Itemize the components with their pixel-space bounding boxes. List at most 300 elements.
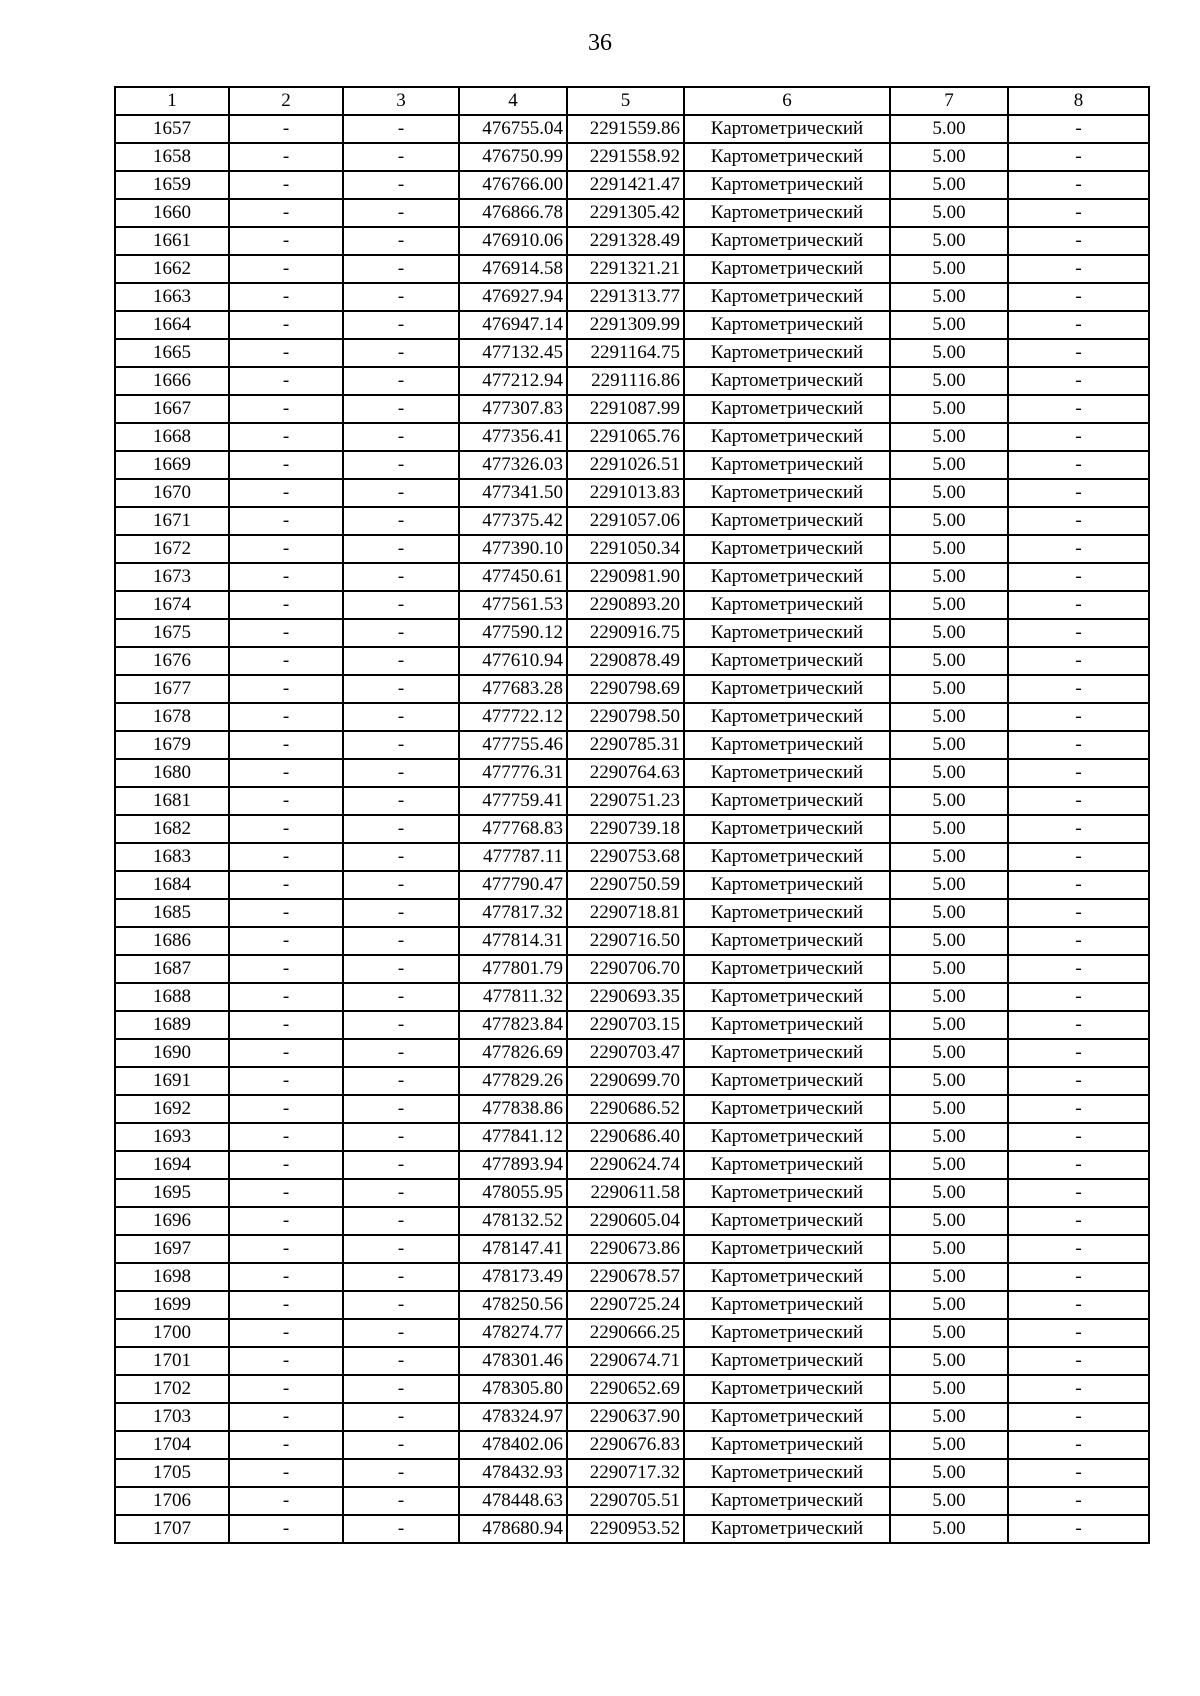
col-3-cell: - (343, 395, 459, 423)
coord-y-cell: 2291421.47 (567, 171, 684, 199)
accuracy-cell: 5.00 (890, 1123, 1008, 1151)
coord-x-cell: 478132.52 (459, 1207, 567, 1235)
accuracy-cell: 5.00 (890, 423, 1008, 451)
coord-y-cell: 2290916.75 (567, 619, 684, 647)
col-2-cell: - (229, 367, 343, 395)
col-8-cell: - (1008, 815, 1149, 843)
col-3-cell: - (343, 983, 459, 1011)
table-row (115, 423, 1149, 451)
method-cell: Картометрический (684, 1207, 890, 1235)
col-3-cell: - (343, 143, 459, 171)
table-row (115, 1403, 1149, 1431)
point-number-cell: 1681 (115, 787, 229, 815)
coord-y-cell: 2290637.90 (567, 1403, 684, 1431)
col-3-cell: - (343, 591, 459, 619)
col-2-cell: - (229, 787, 343, 815)
table-row (115, 675, 1149, 703)
point-number-cell: 1699 (115, 1291, 229, 1319)
coord-x-cell: 477683.28 (459, 675, 567, 703)
coord-x-cell: 477356.41 (459, 423, 567, 451)
table-row (115, 1459, 1149, 1487)
coord-y-cell: 2290703.15 (567, 1011, 684, 1039)
accuracy-cell: 5.00 (890, 871, 1008, 899)
coord-x-cell: 477212.94 (459, 367, 567, 395)
accuracy-cell: 5.00 (890, 1347, 1008, 1375)
col-2-cell: - (229, 1179, 343, 1207)
coord-y-cell: 2290893.20 (567, 591, 684, 619)
col-8-cell: - (1008, 731, 1149, 759)
col-2-cell: - (229, 395, 343, 423)
method-cell: Картометрический (684, 1487, 890, 1515)
method-cell: Картометрический (684, 507, 890, 535)
coord-x-cell: 478448.63 (459, 1487, 567, 1515)
col-2-cell: - (229, 171, 343, 199)
col-3-cell: - (343, 759, 459, 787)
col-2-cell: - (229, 1291, 343, 1319)
point-number-cell: 1658 (115, 143, 229, 171)
col-8-cell: - (1008, 1151, 1149, 1179)
accuracy-cell: 5.00 (890, 1375, 1008, 1403)
coord-y-cell: 2290798.69 (567, 675, 684, 703)
point-number-cell: 1695 (115, 1179, 229, 1207)
col-8-cell: - (1008, 871, 1149, 899)
coord-y-cell: 2290717.32 (567, 1459, 684, 1487)
method-cell: Картометрический (684, 871, 890, 899)
accuracy-cell: 5.00 (890, 115, 1008, 143)
table-row (115, 843, 1149, 871)
col-2-cell: - (229, 759, 343, 787)
accuracy-cell: 5.00 (890, 283, 1008, 311)
method-cell: Картометрический (684, 1319, 890, 1347)
col-2-cell: - (229, 115, 343, 143)
method-cell: Картометрический (684, 1403, 890, 1431)
coord-y-cell: 2290764.63 (567, 759, 684, 787)
coord-y-cell: 2290981.90 (567, 563, 684, 591)
table-body (115, 87, 1149, 1543)
accuracy-cell: 5.00 (890, 535, 1008, 563)
col-2-cell: - (229, 1235, 343, 1263)
point-number-cell: 1663 (115, 283, 229, 311)
coord-x-cell: 477341.50 (459, 479, 567, 507)
col-8-cell: - (1008, 955, 1149, 983)
col-3-cell: - (343, 339, 459, 367)
accuracy-cell: 5.00 (890, 675, 1008, 703)
table-row (115, 255, 1149, 283)
col-8-cell: - (1008, 395, 1149, 423)
coord-x-cell: 477841.12 (459, 1123, 567, 1151)
accuracy-cell: 5.00 (890, 1179, 1008, 1207)
method-cell: Картометрический (684, 1459, 890, 1487)
coord-x-cell: 477811.32 (459, 983, 567, 1011)
col-2-cell: - (229, 619, 343, 647)
col-3-cell: - (343, 1487, 459, 1515)
method-cell: Картометрический (684, 423, 890, 451)
accuracy-cell: 5.00 (890, 787, 1008, 815)
col-8-cell: - (1008, 927, 1149, 955)
coord-x-cell: 478305.80 (459, 1375, 567, 1403)
coord-x-cell: 476927.94 (459, 283, 567, 311)
coord-y-cell: 2290725.24 (567, 1291, 684, 1319)
coord-y-cell: 2290674.71 (567, 1347, 684, 1375)
point-number-cell: 1704 (115, 1431, 229, 1459)
col-2-cell: - (229, 927, 343, 955)
point-number-cell: 1683 (115, 843, 229, 871)
coord-x-cell: 477755.46 (459, 731, 567, 759)
col-3-cell: - (343, 1403, 459, 1431)
accuracy-cell: 5.00 (890, 395, 1008, 423)
col-2-cell: - (229, 815, 343, 843)
method-cell: Картометрический (684, 1375, 890, 1403)
accuracy-cell: 5.00 (890, 815, 1008, 843)
col-3-cell: - (343, 563, 459, 591)
accuracy-cell: 5.00 (890, 1095, 1008, 1123)
coord-x-cell: 478055.95 (459, 1179, 567, 1207)
coord-y-cell: 2290703.47 (567, 1039, 684, 1067)
point-number-cell: 1661 (115, 227, 229, 255)
col-2-cell: - (229, 871, 343, 899)
coord-x-cell: 477375.42 (459, 507, 567, 535)
col-2-cell: - (229, 199, 343, 227)
coord-y-cell: 2290753.68 (567, 843, 684, 871)
point-number-cell: 1703 (115, 1403, 229, 1431)
coord-x-cell: 477823.84 (459, 1011, 567, 1039)
table-row (115, 1431, 1149, 1459)
col-2-cell: - (229, 507, 343, 535)
col-8-cell: - (1008, 227, 1149, 255)
header-cell-4: 4 (459, 87, 567, 115)
col-2-cell: - (229, 1347, 343, 1375)
point-number-cell: 1665 (115, 339, 229, 367)
table-row (115, 311, 1149, 339)
table-row (115, 1123, 1149, 1151)
coord-x-cell: 477590.12 (459, 619, 567, 647)
table-row (115, 1207, 1149, 1235)
accuracy-cell: 5.00 (890, 311, 1008, 339)
col-3-cell: - (343, 423, 459, 451)
accuracy-cell: 5.00 (890, 843, 1008, 871)
col-8-cell: - (1008, 759, 1149, 787)
col-3-cell: - (343, 871, 459, 899)
table-row (115, 1151, 1149, 1179)
point-number-cell: 1696 (115, 1207, 229, 1235)
coord-x-cell: 477326.03 (459, 451, 567, 479)
table-row (115, 983, 1149, 1011)
col-2-cell: - (229, 647, 343, 675)
col-3-cell: - (343, 1067, 459, 1095)
coord-x-cell: 477787.11 (459, 843, 567, 871)
coord-x-cell: 477776.31 (459, 759, 567, 787)
table-row (115, 115, 1149, 143)
method-cell: Картометрический (684, 647, 890, 675)
point-number-cell: 1678 (115, 703, 229, 731)
coord-y-cell: 2291164.75 (567, 339, 684, 367)
col-8-cell: - (1008, 1263, 1149, 1291)
accuracy-cell: 5.00 (890, 731, 1008, 759)
point-number-cell: 1657 (115, 115, 229, 143)
coord-x-cell: 478301.46 (459, 1347, 567, 1375)
col-8-cell: - (1008, 1011, 1149, 1039)
accuracy-cell: 5.00 (890, 451, 1008, 479)
coord-x-cell: 477132.45 (459, 339, 567, 367)
point-number-cell: 1668 (115, 423, 229, 451)
col-2-cell: - (229, 339, 343, 367)
coord-x-cell: 477801.79 (459, 955, 567, 983)
header-cell-5: 5 (567, 87, 684, 115)
coord-y-cell: 2290878.49 (567, 647, 684, 675)
accuracy-cell: 5.00 (890, 1403, 1008, 1431)
col-8-cell: - (1008, 1375, 1149, 1403)
coord-y-cell: 2291559.86 (567, 115, 684, 143)
table-row (115, 1067, 1149, 1095)
accuracy-cell: 5.00 (890, 1263, 1008, 1291)
coord-x-cell: 477814.31 (459, 927, 567, 955)
col-8-cell: - (1008, 1123, 1149, 1151)
coord-y-cell: 2290693.35 (567, 983, 684, 1011)
method-cell: Картометрический (684, 535, 890, 563)
coord-y-cell: 2291026.51 (567, 451, 684, 479)
col-8-cell: - (1008, 143, 1149, 171)
col-2-cell: - (229, 675, 343, 703)
method-cell: Картометрический (684, 1235, 890, 1263)
header-cell-6: 6 (684, 87, 890, 115)
coord-y-cell: 2291309.99 (567, 311, 684, 339)
col-2-cell: - (229, 143, 343, 171)
coord-y-cell: 2290666.25 (567, 1319, 684, 1347)
col-8-cell: - (1008, 1347, 1149, 1375)
col-3-cell: - (343, 1011, 459, 1039)
method-cell: Картометрический (684, 199, 890, 227)
table-row (115, 955, 1149, 983)
point-number-cell: 1669 (115, 451, 229, 479)
col-3-cell: - (343, 283, 459, 311)
accuracy-cell: 5.00 (890, 367, 1008, 395)
coord-x-cell: 477826.69 (459, 1039, 567, 1067)
coord-x-cell: 476914.58 (459, 255, 567, 283)
coord-y-cell: 2291305.42 (567, 199, 684, 227)
col-3-cell: - (343, 815, 459, 843)
table-row (115, 703, 1149, 731)
point-number-cell: 1680 (115, 759, 229, 787)
col-8-cell: - (1008, 1459, 1149, 1487)
method-cell: Картометрический (684, 899, 890, 927)
col-2-cell: - (229, 899, 343, 927)
method-cell: Картометрический (684, 1151, 890, 1179)
method-cell: Картометрический (684, 1011, 890, 1039)
col-2-cell: - (229, 283, 343, 311)
method-cell: Картометрический (684, 1067, 890, 1095)
col-2-cell: - (229, 1039, 343, 1067)
col-8-cell: - (1008, 311, 1149, 339)
point-number-cell: 1671 (115, 507, 229, 535)
accuracy-cell: 5.00 (890, 1151, 1008, 1179)
col-8-cell: - (1008, 983, 1149, 1011)
table-row (115, 759, 1149, 787)
coord-y-cell: 2290673.86 (567, 1235, 684, 1263)
point-number-cell: 1697 (115, 1235, 229, 1263)
accuracy-cell: 5.00 (890, 199, 1008, 227)
page-number: 36 (588, 30, 612, 56)
accuracy-cell: 5.00 (890, 955, 1008, 983)
coord-y-cell: 2290718.81 (567, 899, 684, 927)
point-number-cell: 1672 (115, 535, 229, 563)
coord-y-cell: 2290605.04 (567, 1207, 684, 1235)
method-cell: Картометрический (684, 563, 890, 591)
table-row (115, 1095, 1149, 1123)
table-row (115, 1039, 1149, 1067)
point-number-cell: 1702 (115, 1375, 229, 1403)
point-number-cell: 1705 (115, 1459, 229, 1487)
coord-x-cell: 477450.61 (459, 563, 567, 591)
col-2-cell: - (229, 1487, 343, 1515)
method-cell: Картометрический (684, 731, 890, 759)
point-number-cell: 1660 (115, 199, 229, 227)
header-cell-1: 1 (115, 87, 229, 115)
method-cell: Картометрический (684, 339, 890, 367)
coord-y-cell: 2290739.18 (567, 815, 684, 843)
table-row (115, 787, 1149, 815)
method-cell: Картометрический (684, 367, 890, 395)
coord-x-cell: 478432.93 (459, 1459, 567, 1487)
accuracy-cell: 5.00 (890, 899, 1008, 927)
accuracy-cell: 5.00 (890, 983, 1008, 1011)
point-number-cell: 1667 (115, 395, 229, 423)
col-8-cell: - (1008, 1487, 1149, 1515)
coord-y-cell: 2290676.83 (567, 1431, 684, 1459)
method-cell: Картометрический (684, 255, 890, 283)
table-row (115, 1375, 1149, 1403)
col-2-cell: - (229, 1403, 343, 1431)
col-8-cell: - (1008, 283, 1149, 311)
col-3-cell: - (343, 311, 459, 339)
point-number-cell: 1684 (115, 871, 229, 899)
table-row (115, 283, 1149, 311)
col-2-cell: - (229, 1151, 343, 1179)
coord-y-cell: 2291013.83 (567, 479, 684, 507)
point-number-cell: 1664 (115, 311, 229, 339)
table-row (115, 1347, 1149, 1375)
point-number-cell: 1694 (115, 1151, 229, 1179)
col-2-cell: - (229, 311, 343, 339)
coord-y-cell: 2291087.99 (567, 395, 684, 423)
table-row (115, 563, 1149, 591)
col-2-cell: - (229, 1263, 343, 1291)
col-8-cell: - (1008, 535, 1149, 563)
coord-y-cell: 2290785.31 (567, 731, 684, 759)
accuracy-cell: 5.00 (890, 1039, 1008, 1067)
col-8-cell: - (1008, 1235, 1149, 1263)
accuracy-cell: 5.00 (890, 1487, 1008, 1515)
point-number-cell: 1679 (115, 731, 229, 759)
coord-y-cell: 2290798.50 (567, 703, 684, 731)
header-cell-2: 2 (229, 87, 343, 115)
coord-y-cell: 2290716.50 (567, 927, 684, 955)
col-3-cell: - (343, 227, 459, 255)
col-2-cell: - (229, 227, 343, 255)
point-number-cell: 1659 (115, 171, 229, 199)
point-number-cell: 1689 (115, 1011, 229, 1039)
col-2-cell: - (229, 843, 343, 871)
point-number-cell: 1670 (115, 479, 229, 507)
point-number-cell: 1688 (115, 983, 229, 1011)
coord-x-cell: 476947.14 (459, 311, 567, 339)
coord-y-cell: 2291313.77 (567, 283, 684, 311)
coord-y-cell: 2290652.69 (567, 1375, 684, 1403)
coord-x-cell: 477829.26 (459, 1067, 567, 1095)
col-3-cell: - (343, 955, 459, 983)
table-row (115, 143, 1149, 171)
point-number-cell: 1692 (115, 1095, 229, 1123)
table-row (115, 199, 1149, 227)
col-2-cell: - (229, 1011, 343, 1039)
col-3-cell: - (343, 843, 459, 871)
coord-x-cell: 478173.49 (459, 1263, 567, 1291)
method-cell: Картометрический (684, 759, 890, 787)
accuracy-cell: 5.00 (890, 1431, 1008, 1459)
col-8-cell: - (1008, 1095, 1149, 1123)
point-number-cell: 1677 (115, 675, 229, 703)
accuracy-cell: 5.00 (890, 591, 1008, 619)
col-8-cell: - (1008, 843, 1149, 871)
coord-x-cell: 476910.06 (459, 227, 567, 255)
header-cell-8: 8 (1008, 87, 1149, 115)
col-2-cell: - (229, 1319, 343, 1347)
col-3-cell: - (343, 703, 459, 731)
accuracy-cell: 5.00 (890, 1515, 1008, 1543)
method-cell: Картометрический (684, 115, 890, 143)
point-number-cell: 1693 (115, 1123, 229, 1151)
method-cell: Картометрический (684, 1039, 890, 1067)
col-2-cell: - (229, 983, 343, 1011)
method-cell: Картометрический (684, 1095, 890, 1123)
col-8-cell: - (1008, 199, 1149, 227)
col-3-cell: - (343, 1151, 459, 1179)
col-8-cell: - (1008, 1179, 1149, 1207)
header-cell-3: 3 (343, 87, 459, 115)
table-row (115, 731, 1149, 759)
coord-x-cell: 477307.83 (459, 395, 567, 423)
accuracy-cell: 5.00 (890, 1459, 1008, 1487)
table-row (115, 535, 1149, 563)
method-cell: Картометрический (684, 479, 890, 507)
col-3-cell: - (343, 1235, 459, 1263)
col-3-cell: - (343, 1459, 459, 1487)
table-row (115, 1179, 1149, 1207)
col-8-cell: - (1008, 787, 1149, 815)
coord-y-cell: 2290686.52 (567, 1095, 684, 1123)
method-cell: Картометрический (684, 815, 890, 843)
method-cell: Картометрический (684, 703, 890, 731)
table-row (115, 1291, 1149, 1319)
coord-x-cell: 478274.77 (459, 1319, 567, 1347)
coord-x-cell: 476766.00 (459, 171, 567, 199)
point-number-cell: 1675 (115, 619, 229, 647)
header-cell-7: 7 (890, 87, 1008, 115)
coord-x-cell: 476866.78 (459, 199, 567, 227)
table-row (115, 871, 1149, 899)
point-number-cell: 1682 (115, 815, 229, 843)
col-3-cell: - (343, 1347, 459, 1375)
table-row (115, 227, 1149, 255)
table-row (115, 395, 1149, 423)
method-cell: Картометрический (684, 787, 890, 815)
coord-x-cell: 478680.94 (459, 1515, 567, 1543)
col-8-cell: - (1008, 451, 1149, 479)
accuracy-cell: 5.00 (890, 703, 1008, 731)
point-number-cell: 1707 (115, 1515, 229, 1543)
coord-x-cell: 477790.47 (459, 871, 567, 899)
col-2-cell: - (229, 1459, 343, 1487)
col-2-cell: - (229, 1515, 343, 1543)
